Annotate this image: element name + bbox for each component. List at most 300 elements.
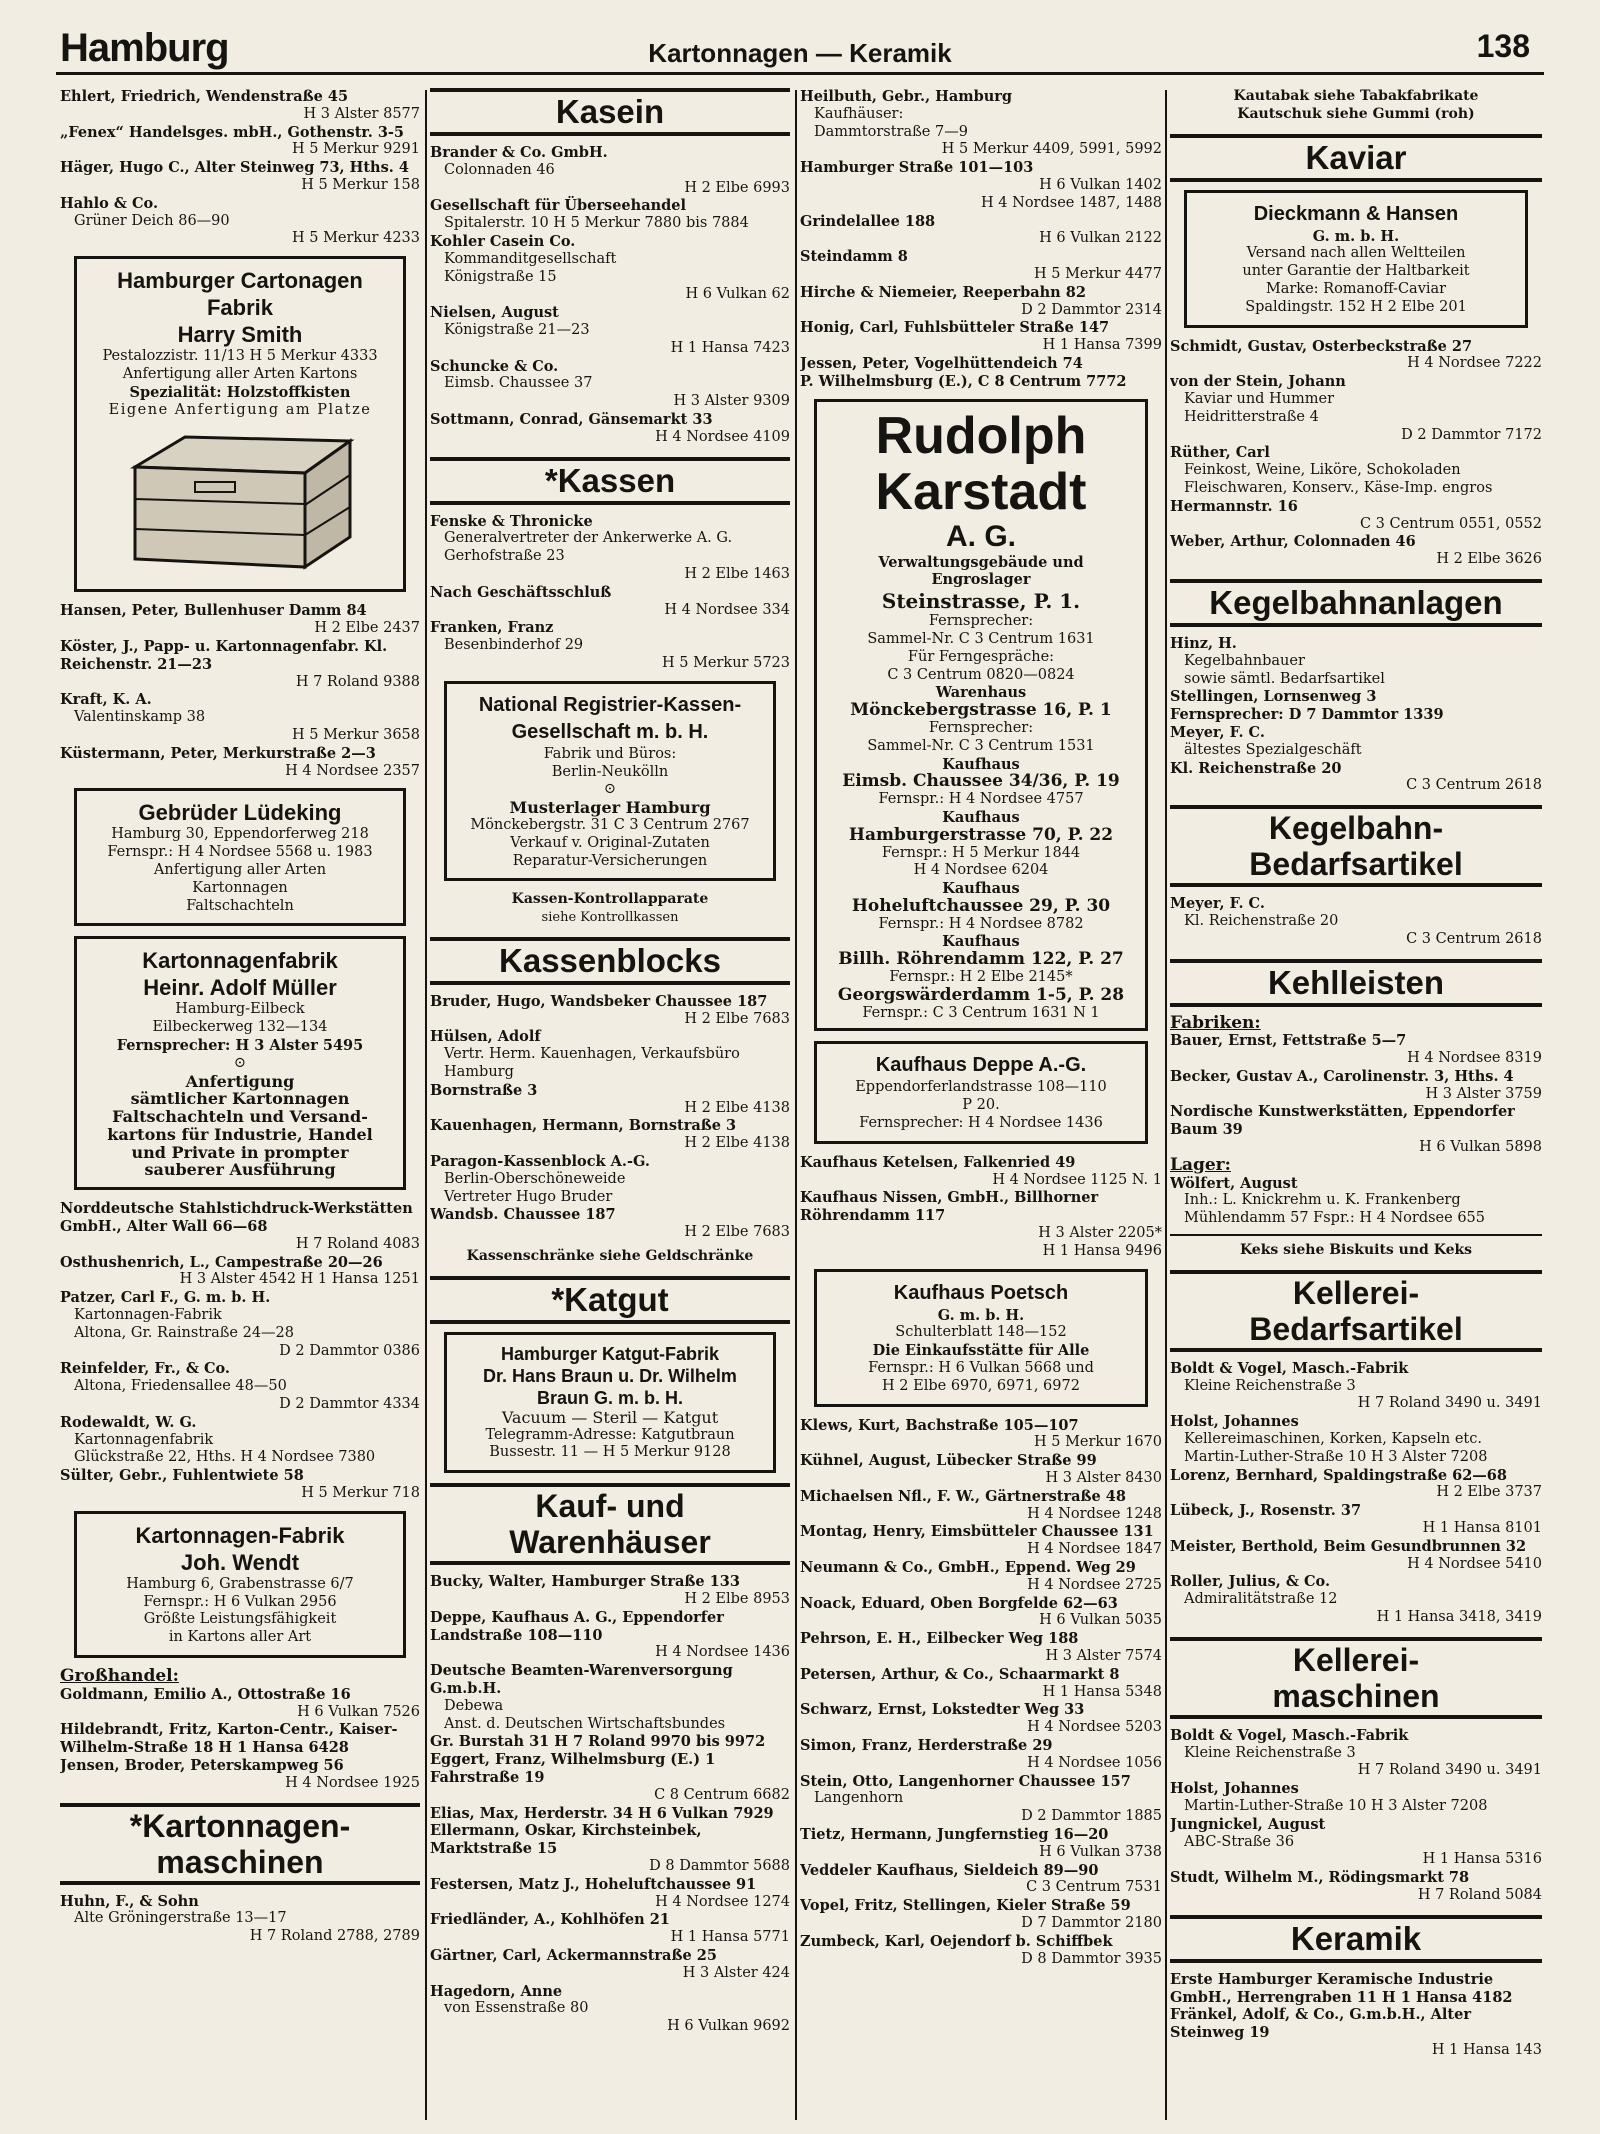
list-block [800, 1154, 1162, 1261]
listing-entry [1170, 1573, 1542, 1626]
listing-phone: H 5 Merkur 4409, 5991, 5992 [941, 141, 1162, 158]
listing-name: Deutsche Beamten-Warenversorgung G.m.b.H. [430, 1662, 733, 1698]
subheading-fabriken: Fabriken: [1170, 1012, 1261, 1033]
listing-detail: Berlin-Oberschöneweide [444, 1170, 626, 1187]
listing-name: Schuncke & Co. [430, 357, 559, 375]
listing-entry [430, 1822, 790, 1875]
listing-name: Fernsprecher: D 7 Dammtor 1339 [1170, 706, 1444, 724]
listing-phone: D 8 Dammtor 3935 [1021, 1950, 1162, 1967]
subheading-lager: Lager: [1170, 1154, 1231, 1175]
listing-entry [1170, 760, 1542, 796]
listing-entry [800, 1154, 1162, 1190]
listing-entry [430, 144, 790, 197]
listing-name: Norddeutsche Stahlstichdruck-Werkstätten GmbH., Alter Wall 66—68 [60, 1200, 413, 1236]
listing-entry [1170, 1068, 1542, 1104]
listing-entry [800, 1773, 1162, 1826]
listing-detail: von Essenstraße 80 [444, 2000, 589, 2017]
listing-detail: Kleine Reichenstraße 3 [1184, 1377, 1356, 1394]
listing-name: Kauenhagen, Hermann, Bornstraße 3 [430, 1117, 737, 1135]
ad-line: Kartonnagen [192, 879, 288, 896]
subheading-grosshandel: Großhandel: [60, 1666, 179, 1687]
ad-line: Reparatur-Versicherungen [512, 852, 708, 869]
listing-name: Bruder, Hugo, Wandsbeker Chaussee 187 [430, 992, 768, 1010]
listing-phone: H 6 Vulkan 5035 [1039, 1612, 1162, 1629]
ad-title: National Registrier-Kassen- [478, 693, 742, 716]
listing-entry [430, 233, 790, 304]
cross-reference: Kassenschränke siehe Geldschränke [466, 1248, 754, 1265]
listing-name: Studt, Wilhelm M., Rödingsmarkt 78 [1170, 1869, 1470, 1887]
section-heading-line: *Kartonnagen- [129, 1807, 351, 1844]
listing-phone: H 3 Alster 8577 [303, 105, 420, 122]
listing-detail: Glückstraße 22, Hths. H 4 Nordsee 7380 [74, 1449, 376, 1466]
ad-mueller [74, 936, 406, 1190]
ad-title: Hamburger Katgut-Fabrik [500, 1343, 720, 1364]
listing-phone: H 4 Nordsee 1056 [1027, 1754, 1162, 1771]
ad-line: Die Einkaufsstätte für Alle [872, 1342, 1090, 1360]
listing-phone: H 2 Elbe 6993 [684, 179, 790, 196]
listing-entry [60, 1686, 420, 1722]
listing-name: Nordische Kunstwerkstätten, Eppendorfer Baum 39 [1170, 1103, 1515, 1139]
listing-entry [1170, 1360, 1542, 1413]
listing-phone: H 3 Alster 3759 [1425, 1085, 1542, 1102]
listing-phone: H 7 Roland 5084 [1417, 1886, 1542, 1903]
ad-line: Hamburg 30, Eppendorferweg 218 [111, 826, 369, 843]
listing-phone: H 4 Nordsee 2357 [285, 762, 420, 779]
listing-entry [430, 1876, 790, 1912]
listing-name: Neumann & Co., GmbH., Eppend. Weg 29 [800, 1559, 1136, 1576]
listing-entry [1170, 338, 1542, 374]
listing-name: Veddeler Kaufhaus, Sieldeich 89—90 [800, 1861, 1099, 1879]
listing-phone: H 3 Alster 4542 H 1 Hansa 1251 [179, 1271, 420, 1288]
ad-line: Eigene Anfertigung am Platze [108, 401, 372, 418]
listing-phone: H 4 Nordsee 1274 [655, 1893, 790, 1910]
ad-title: Rudolph [875, 406, 1087, 465]
ad-ornament: ⊙ [233, 1054, 247, 1071]
listing-name: Kraft, K. A. [60, 691, 152, 709]
list-block [60, 1893, 420, 1946]
ad-line: Spezialität: Holzstoffkisten [129, 383, 351, 401]
listing-phone: C 3 Centrum 2618 [1406, 930, 1542, 947]
listing-entry [60, 159, 420, 195]
ad-line: Sammel-Nr. C 3 Centrum 1631 [867, 630, 1095, 647]
listing-phone: H 2 Elbe 3626 [1436, 551, 1542, 568]
ad-line: Für Ferngespräche: [907, 648, 1055, 665]
listing-phone: H 4 Nordsee 1925 [285, 1774, 420, 1791]
listing-detail: Debewa [444, 1697, 504, 1714]
ad-line: Hamburg 6, Grabenstrasse 6/7 [126, 1575, 354, 1592]
listing-name: Hahlo & Co. [60, 194, 159, 212]
listing-entry [60, 602, 420, 638]
list-block [60, 88, 420, 248]
listing-phone: D 7 Dammtor 2180 [1021, 1914, 1162, 1931]
listing-entry [60, 1414, 420, 1467]
listing-entry [1170, 635, 1542, 688]
listing-name: Kohler Casein Co. [430, 232, 576, 250]
listing-detail: Inh.: L. Knickrehm u. K. Frankenberg [1184, 1192, 1461, 1209]
page-header [56, 18, 1544, 76]
ad-national-registrier-kassen [444, 681, 776, 882]
ad-line: Warenhaus [935, 684, 1027, 702]
listing-phone: H 4 Nordsee 8319 [1407, 1050, 1542, 1067]
listing-name: Sülter, Gebr., Fuhlentwiete 58 [60, 1467, 304, 1485]
listing-phone: H 4 Nordsee 7222 [1407, 355, 1542, 372]
listing-phone: H 2 Elbe 1463 [684, 565, 790, 582]
section-heading [430, 1483, 790, 1565]
listing-phone: H 7 Roland 4083 [295, 1235, 420, 1252]
section-heading [60, 1803, 420, 1885]
listing-entry [430, 1662, 790, 1733]
listing-name: Hülsen, Adolf [430, 1028, 541, 1046]
listing-detail: Kartonnagen-Fabrik [74, 1307, 222, 1324]
section-heading: Kassenblocks [430, 937, 790, 985]
section-heading: Kegelbahnanlagen [1170, 579, 1542, 627]
list-block [1170, 1971, 1542, 2060]
listing-entry [800, 1523, 1162, 1559]
ad-line: G. m. b. H. [937, 1306, 1025, 1324]
ad-line: H 2 Elbe 6970, 6971, 6972 [882, 1377, 1080, 1394]
ad-line: G. m. b. H. [1312, 227, 1400, 245]
listing-phone: D 2 Dammtor 0386 [279, 1342, 420, 1359]
listing-name: Kl. Reichenstraße 20 [1170, 759, 1342, 777]
section-heading-line: Warenhäuser [509, 1524, 711, 1561]
list-block [60, 602, 420, 780]
listing-entry [800, 1666, 1162, 1702]
listing-phone: H 6 Vulkan 3738 [1039, 1843, 1162, 1860]
listing-name: Brander & Co. GmbH. [430, 144, 608, 161]
section-heading: Keramik [1170, 1915, 1542, 1963]
ad-kaufhaus-deppe [814, 1041, 1148, 1143]
ad-line: Anfertigung aller Arten Kartons [122, 365, 358, 382]
ad-line: Fernspr.: H 4 Nordsee 4757 [878, 791, 1084, 808]
listing-entry [430, 1082, 790, 1118]
listing-phone: H 3 Alster 8430 [1045, 1470, 1162, 1487]
listing-detail: Altona, Friedensallee 48—50 [74, 1378, 287, 1395]
list-block [430, 513, 790, 673]
listing-name: Ellermann, Oskar, Kirchsteinbek, Marktstraße 15 [430, 1822, 702, 1858]
listing-phone: H 3 Alster 424 [682, 1964, 790, 1981]
listing-phone: H 1 Hansa 8101 [1422, 1520, 1542, 1537]
ad-line: Musterlager Hamburg [509, 798, 711, 818]
ad-line: Spaldingstr. 152 H 2 Elbe 201 [1245, 298, 1467, 315]
listing-name: Pehrson, E. H., Eilbecker Weg 188 [800, 1630, 1079, 1648]
listing-detail: Spitalerstr. 10 H 5 Merkur 7880 bis 7884 [444, 215, 749, 232]
ad-line: Fernspr.: H 4 Nordsee 5568 u. 1983 [107, 844, 373, 861]
listing-phone: H 3 Alster 7574 [1045, 1647, 1162, 1664]
listing-phone: H 4 Nordsee 2725 [1027, 1576, 1162, 1593]
ad-line: Hamburg-Eilbeck [175, 1001, 305, 1018]
listing-detail: Grüner Deich 86—90 [74, 212, 230, 229]
ad-line: Kaufhaus [942, 755, 1020, 773]
list-block [1170, 635, 1542, 795]
listing-entry [1170, 895, 1542, 948]
listing-name: Hirche & Niemeier, Reeperbahn 82 [800, 283, 1086, 301]
listing-name: Kaufhaus Nissen, GmbH., Billhorner Röhrendamm 117 [800, 1189, 1099, 1225]
city-title: Hamburg [60, 26, 229, 70]
listing-name: Erste Hamburger Keramische Industrie GmbH., Herrengraben 11 H 1 Hansa 4182 [1170, 1970, 1513, 2006]
listing-detail: Eimsb. Chaussee 37 [444, 375, 593, 392]
listing-entry [1170, 1780, 1542, 1816]
listing-phone: H 3 Alster 9309 [673, 393, 790, 410]
listing-detail: Feinkost, Weine, Liköre, Schokoladen [1184, 462, 1461, 479]
list-block [800, 1417, 1162, 1969]
section-heading-line: Bedarfsartikel [1249, 1310, 1463, 1347]
list-block [60, 1200, 420, 1503]
listing-name: Honig, Carl, Fuhlsbütteler Straße 147 [800, 319, 1110, 337]
listing-name: Michaelsen Nfl., F. W., Gärtnerstraße 48 [800, 1487, 1126, 1505]
listing-phone: H 7 Roland 9388 [295, 673, 420, 690]
listing-entry [60, 88, 420, 124]
listing-entry [1170, 1502, 1542, 1538]
listing-entry [800, 1737, 1162, 1773]
listing-name: Becker, Gustav A., Carolinenstr. 3, Hths. 4 [1170, 1067, 1514, 1085]
listing-entry [1170, 533, 1542, 569]
listing-entry [1170, 2006, 1542, 2059]
listing-entry [60, 1893, 420, 1946]
listing-name: von der Stein, Johann [1170, 373, 1346, 391]
listing-phone: H 1 Hansa 7399 [1042, 337, 1162, 354]
listing-phone: H 2 Elbe 8953 [684, 1591, 790, 1608]
listing-name: Hagedorn, Anne [430, 1982, 563, 2000]
ad-line: Anfertigung aller Arten [153, 861, 327, 878]
ad-title: Kartonnagenfabrik [142, 948, 338, 974]
listing-name: Hinz, H. [1170, 634, 1237, 652]
listing-entry [1170, 498, 1542, 534]
listing-name: Wölfert, August [1170, 1174, 1298, 1192]
ad-line: Hamburgerstrasse 70, P. 22 [848, 824, 1114, 845]
listing-entry [1170, 444, 1542, 497]
listing-entry [800, 1595, 1162, 1631]
ad-title: Hamburger Cartonagen Fabrik [117, 268, 363, 321]
listing-name: Eggert, Franz, Wilhelmsburg (E.) 1 Fahrstraße 19 [430, 1751, 716, 1786]
cross-reference: Keks siehe Biskuits und Keks [1239, 1242, 1473, 1259]
ad-line: Verkauf v. Original-Zutaten [510, 834, 710, 851]
ad-line: Fernspr.: H 6 Vulkan 2956 [143, 1593, 337, 1610]
listing-entry [60, 691, 420, 744]
ad-line: Fernsprecher: H 4 Nordsee 1436 [859, 1115, 1103, 1132]
listing-phone: H 1 Hansa 143 [1431, 2041, 1542, 2058]
listing-phone: H 2 Elbe 7683 [684, 1010, 790, 1027]
listing-phone: H 5 Merkur 4233 [291, 230, 420, 247]
listing-phone: H 5 Merkur 5723 [661, 654, 790, 671]
list-block [430, 1573, 790, 2036]
list-block [1170, 1727, 1542, 1905]
list-block [1170, 895, 1542, 948]
listing-detail: Kl. Reichenstraße 20 [1184, 912, 1339, 929]
listing-name: Huhn, F., & Sohn [60, 1892, 199, 1910]
listing-name: Noack, Eduard, Oben Borgfelde 62—63 [800, 1594, 1118, 1612]
section-heading-line: maschinen [1272, 1677, 1440, 1714]
ad-line: Eilbeckerweg 132—134 [152, 1019, 328, 1036]
listing-detail: Altona, Gr. Rainstraße 24—28 [74, 1324, 294, 1341]
listing-entry [430, 513, 790, 584]
section-heading [1170, 1637, 1542, 1719]
listing-entry [430, 1983, 790, 2036]
listing-name: Gr. Burstah 31 H 7 Roland 9970 bis 9972 [430, 1733, 766, 1751]
ad-line: Kaufhaus [942, 880, 1020, 898]
listing-detail: Vertr. Herm. Kauenhagen, Verkaufsbüro [444, 1046, 740, 1063]
listing-phone: H 1 Hansa 9496 [1042, 1242, 1162, 1259]
cross-reference [1170, 88, 1542, 124]
listing-name: Sottmann, Conrad, Gänsemarkt 33 [430, 410, 713, 428]
listing-phone: H 4 Nordsee 1847 [1027, 1541, 1162, 1558]
listing-name: Hamburger Straße 101—103 [800, 159, 1034, 177]
listing-phone: H 6 Vulkan 9692 [667, 2018, 790, 2035]
listing-entry [800, 213, 1162, 249]
ad-line: Georgswärderdamm 1-5, P. 28 [837, 984, 1125, 1005]
listing-name: Gesellschaft für Überseehandel [430, 197, 687, 215]
listing-entry [60, 1254, 420, 1290]
listing-entry [800, 319, 1162, 355]
listing-entry [430, 1947, 790, 1983]
ad-line: Mönckebergstrasse 16, P. 1 [850, 700, 1112, 721]
listing-entry [800, 1189, 1162, 1242]
listing-entry [430, 619, 790, 672]
listing-phone: H 7 Roland 3490 u. 3491 [1357, 1395, 1542, 1412]
section-heading-line: Kegelbahn- [1268, 810, 1444, 847]
listing-phone: H 2 Elbe 4138 [684, 1135, 790, 1152]
section-heading-line: maschinen [156, 1843, 324, 1880]
listing-name: Friedländer, A., Kohlhöfen 21 [430, 1911, 670, 1929]
listing-phone: C 3 Centrum 0551, 0552 [1359, 515, 1542, 532]
ad-line: Marke: Romanoff-Caviar [1265, 280, 1447, 297]
listing-detail: Heidritterstraße 4 [1184, 408, 1319, 425]
reference-line: siehe Kontrollkassen [541, 910, 679, 926]
ad-line: Engroslager [931, 571, 1031, 589]
listing-name: Hildebrandt, Fritz, Karton-Centr., Kaiser-Wilhelm-Straße 18 H 1 Hansa 6428 [60, 1721, 398, 1757]
listing-name: Nielsen, August [430, 304, 559, 322]
list-block [430, 993, 790, 1242]
column-4 [1170, 88, 1542, 2122]
listing-phone: H 5 Merkur 1670 [1033, 1434, 1162, 1451]
ad-line: Fernspr.: H 4 Nordsee 8782 [878, 915, 1084, 932]
listing-entry [800, 1559, 1162, 1595]
listing-phone: H 5 Merkur 718 [301, 1485, 420, 1502]
listing-entry [430, 1206, 790, 1242]
listing-detail: Langenhorn [814, 1790, 904, 1807]
listing-entry [430, 1117, 790, 1153]
listing-entry [430, 584, 790, 620]
listing-name: Kaufhaus Ketelsen, Falkenried 49 [800, 1153, 1076, 1171]
listing-phone: H 4 Nordsee 1125 N. 1 [992, 1171, 1162, 1188]
ad-title: Dr. Hans Braun u. Dr. Wilhelm [483, 1365, 737, 1386]
listing-phone: H 5 Merkur 4477 [1033, 265, 1162, 282]
divider [1170, 1234, 1542, 1236]
ad-dieckmann-hansen [1184, 190, 1528, 328]
listing-phone: H 4 Nordsee 334 [664, 601, 790, 618]
ad-line: P 20. [962, 1097, 1000, 1114]
ad-line: Schulterblatt 148—152 [895, 1324, 1067, 1341]
listing-phone: D 2 Dammtor 4334 [279, 1396, 420, 1413]
listing-detail: Generalvertreter der Ankerwerke A. G. [444, 530, 733, 547]
listing-entry [430, 1153, 790, 1206]
section-heading: Kaviar [1170, 134, 1542, 182]
ad-title: Joh. Wendt [180, 1549, 300, 1575]
section-heading: Kasein [430, 88, 790, 136]
ad-line: Fernspr.: C 3 Centrum 1631 N 1 [862, 1004, 1100, 1021]
ad-line: Steinstrasse, P. 1. [881, 589, 1081, 614]
ad-line: Fernsprecher: [928, 719, 1034, 736]
listing-name: Köster, J., Papp- u. Kartonnagenfabr. Kl. Reichenstr. 21—23 [60, 637, 388, 673]
ad-line: Fabrik und Büros: [543, 745, 677, 762]
section-heading-line: Kellerei- [1292, 1641, 1420, 1678]
listing-entry [800, 1933, 1162, 1969]
ad-line: Anfertigung [185, 1071, 295, 1091]
listing-phone: H 6 Vulkan 1402 [1039, 176, 1162, 193]
listing-entry [60, 124, 420, 160]
ad-line: Verwaltungsgebäude und [878, 553, 1084, 571]
listing-entry [1170, 1727, 1542, 1780]
listing-phone: H 7 Roland 3490 u. 3491 [1357, 1762, 1542, 1779]
listing-name: Kühnel, August, Lübecker Straße 99 [800, 1452, 1097, 1470]
listing-name: P. Wilhelmsburg (E.), C 8 Centrum 7772 [800, 372, 1127, 390]
listing-phone: H 2 Elbe 4138 [684, 1099, 790, 1116]
listing-detail: Colonnaden 46 [444, 161, 555, 178]
listing-entry [800, 1862, 1162, 1898]
listing-detail: Hamburg [444, 1064, 514, 1081]
listing-entry [800, 1701, 1162, 1737]
ad-katgut-braun [444, 1332, 776, 1473]
listing-entry [430, 993, 790, 1029]
ad-title: Harry Smith [177, 322, 303, 348]
listing-name: Elias, Max, Herderstr. 34 H 6 Vulkan 7929 [430, 1804, 774, 1822]
listing-phone: C 3 Centrum 2618 [1406, 777, 1542, 794]
listing-name: Petersen, Arthur, & Co., Schaarmarkt 8 [800, 1665, 1120, 1683]
listing-name: Franken, Franz [430, 619, 554, 637]
ad-wendt [74, 1511, 406, 1658]
listing-entry [1170, 1971, 1542, 2007]
listing-name: Boldt & Vogel, Masch.-Fabrik [1170, 1359, 1409, 1377]
listing-name: Heilbuth, Gebr., Hamburg [800, 88, 1013, 105]
listing-entry [800, 373, 1162, 391]
list-block [60, 1686, 420, 1793]
listing-name: Zumbeck, Karl, Oejendorf b. Schiffbek [800, 1932, 1113, 1950]
listing-entry [430, 358, 790, 411]
ad-line: C 3 Centrum 0820—0824 [887, 666, 1075, 683]
listing-name: Nach Geschäftsschluß [430, 583, 612, 601]
listing-entry [1170, 373, 1542, 444]
listing-entry [1170, 1816, 1542, 1869]
listing-name: Küstermann, Peter, Merkurstraße 2—3 [60, 744, 376, 762]
ad-line: Fernspr.: H 6 Vulkan 5668 und [868, 1360, 1094, 1377]
listing-phone: H 6 Vulkan 62 [685, 286, 790, 303]
listing-phone: H 5 Merkur 158 [301, 176, 420, 193]
listing-name: Jensen, Broder, Peterskampweg 56 [60, 1757, 344, 1774]
listing-phone: H 6 Vulkan 2122 [1039, 230, 1162, 247]
list-block [1170, 1175, 1542, 1228]
listing-detail: Alte Gröningerstraße 13—17 [74, 1910, 287, 1927]
listing-phone: D 2 Dammtor 7172 [1401, 426, 1542, 443]
section-heading-line: Kauf- und [535, 1488, 685, 1525]
listing-entry [60, 1757, 420, 1793]
ad-luedeking [74, 788, 406, 926]
listing-entry [1170, 1175, 1542, 1228]
listing-name: Klews, Kurt, Bachstraße 105—107 [800, 1416, 1079, 1434]
listing-entry [1170, 1103, 1542, 1156]
listing-entry [800, 195, 1162, 213]
listing-name: Häger, Hugo C., Alter Steinweg 73, Hths. 4 [60, 159, 409, 177]
listing-entry [800, 1897, 1162, 1933]
section-range: Kartonnagen — Keramik [648, 38, 952, 68]
ad-title: Dieckmann & Hansen [1253, 202, 1459, 225]
listing-entry [1170, 1032, 1542, 1068]
page-number: 138 [1476, 28, 1530, 64]
listing-entry [800, 1630, 1162, 1666]
listing-entry [430, 304, 790, 357]
listing-entry [800, 1488, 1162, 1524]
ad-title: Kartonnagen-Fabrik [135, 1522, 345, 1548]
listing-entry [60, 1467, 420, 1503]
listing-entry [1170, 688, 1542, 706]
